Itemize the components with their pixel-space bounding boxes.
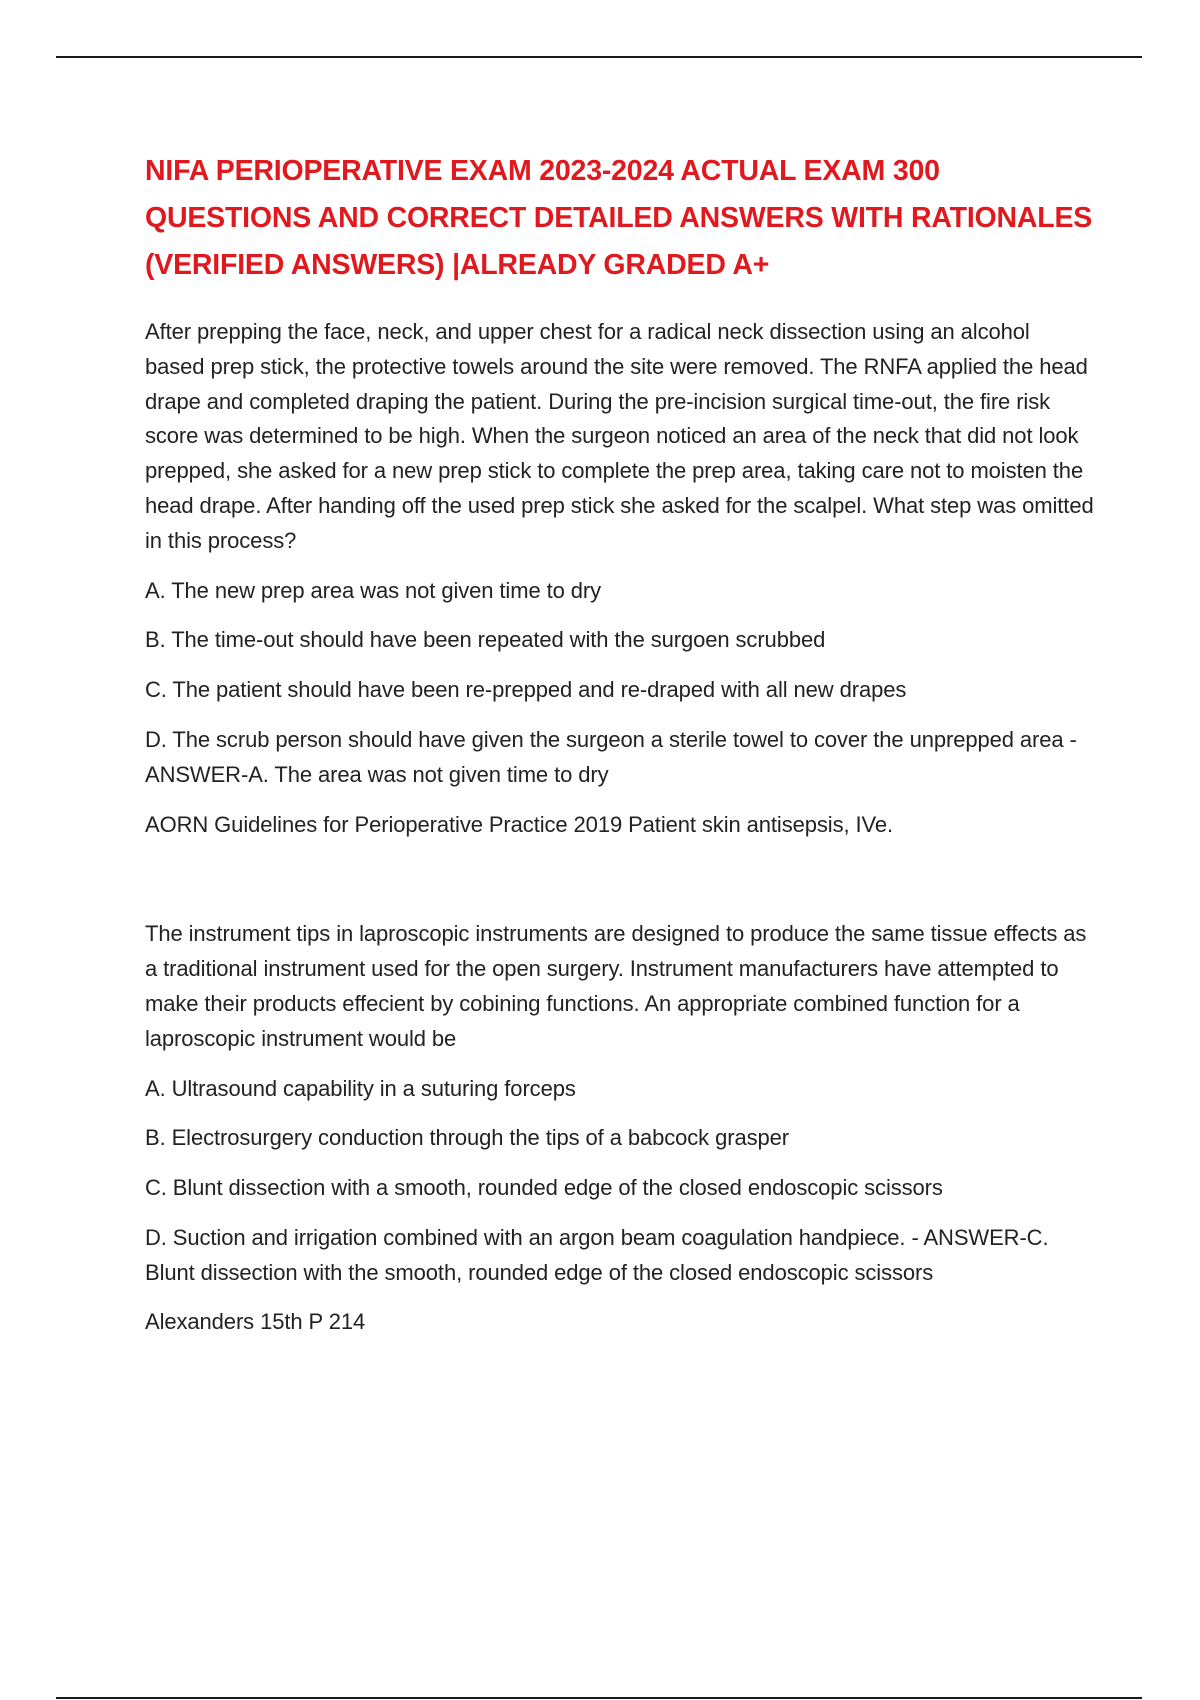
answer-option-c: C. Blunt dissection with a smooth, rounded edge of the closed endoscopic scissors [145,1175,943,1201]
question-block [145,315,1095,842]
answer-option-b: B. Electrosurgery conduction through the tips of a babcock grasper [145,1125,789,1151]
bottom-divider [56,1697,1142,1699]
answer-option-a: A. Ultrasound capability in a suturing forceps [145,1075,576,1101]
top-divider [56,56,1142,58]
reference-citation: AORN Guidelines for Perioperative Practice 2019 Patient skin antisepsis, IVe. [145,811,894,837]
answer-option-a: A. The new prep area was not given time to dry [145,577,602,603]
document-title: NIFA PERIOPERATIVE EXAM 2023-2024 ACTUAL EXAM 300 QUESTIONS AND CORRECT DETAILED ANSWERS WITH RATIONALES (VERIFIED ANSWERS) |ALREADY GRADED A+ [145,155,1093,281]
answer-option-c: C. The patient should have been re-prepped and re-draped with all new drapes [145,677,907,703]
answer-option-d: D. Suction and irrigation combined with an argon beam coagulation handpiece. - ANSWER-C. Blunt dissection with the smooth, rounded edge of the closed endoscopic scissors [145,1224,1049,1285]
question-stem: The instrument tips in laproscopic instruments are designed to produce the same tissue effects as a traditional instrument used for the open surgery. Instrument manufacturers have attempted to make their products effecient by cobining functions. An appropriate combined function for a laproscopic instrument would be [145,921,1087,1051]
question-block [145,917,1095,1339]
answer-option-d: D. The scrub person should have given the surgeon a sterile towel to cover the unprepped area - ANSWER-A. The area was not given time to dry [145,726,1077,787]
reference-citation: Alexanders 15th P 214 [145,1308,366,1334]
question-stem: After prepping the face, neck, and upper chest for a radical neck dissection using an alcohol based prep stick, the protective towels around the site were removed. The RNFA applied the head drape and completed draping the patient. During the pre-incision surgical time-out, the fire risk score was determined to be high. When the surgeon noticed an area of the neck that did not look prepped, she asked for a new prep stick to complete the prep area, taking care not to moisten the head drape. After handing off the used prep stick she asked for the scalpel. What step was omitted in this process? [145,319,1094,553]
document-body [145,148,1095,1339]
answer-option-b: B. The time-out should have been repeated with the surgoen scrubbed [145,627,826,653]
